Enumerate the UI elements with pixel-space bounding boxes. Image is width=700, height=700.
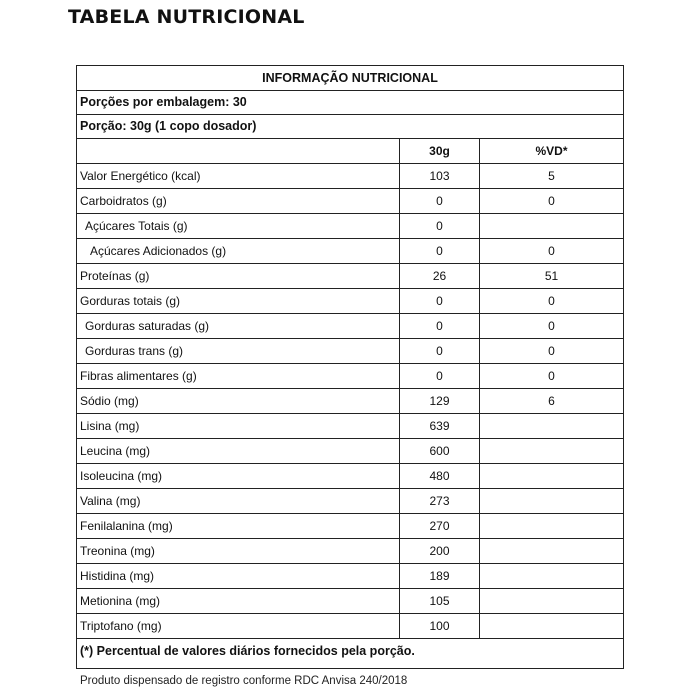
nutrient-daily-value <box>480 614 623 638</box>
nutrient-amount: 270 <box>400 514 480 538</box>
nutrient-name: Proteínas (g) <box>77 264 400 288</box>
nutrient-amount: 100 <box>400 614 480 638</box>
nutrient-amount: 273 <box>400 489 480 513</box>
table-row <box>77 339 623 364</box>
table-heading: INFORMAÇÃO NUTRICIONAL <box>77 66 623 91</box>
nutrient-name: Triptofano (mg) <box>77 614 400 638</box>
nutrient-amount: 0 <box>400 314 480 338</box>
serving-size: Porção: 30g (1 copo dosador) <box>77 115 623 139</box>
nutrient-daily-value <box>480 439 623 463</box>
nutrient-name: Açúcares Totais (g) <box>77 214 400 238</box>
nutrient-name: Açúcares Adicionados (g) <box>77 239 400 263</box>
nutrient-name: Sódio (mg) <box>77 389 400 413</box>
nutrient-name: Fenilalanina (mg) <box>77 514 400 538</box>
nutrient-daily-value: 0 <box>548 244 555 258</box>
table-row <box>77 614 623 639</box>
nutrient-name: Valor Energético (kcal) <box>77 164 400 188</box>
nutrient-name: Fibras alimentares (g) <box>77 364 400 388</box>
table-row <box>77 489 623 514</box>
nutrient-amount: 26 <box>400 264 480 288</box>
nutrient-name: Gorduras saturadas (g) <box>77 314 400 338</box>
nutrition-facts-table <box>76 65 624 669</box>
nutrient-amount: 480 <box>400 464 480 488</box>
nutrient-amount: 129 <box>400 389 480 413</box>
table-row <box>77 589 623 614</box>
nutrient-amount: 600 <box>400 439 480 463</box>
servings-per-package: Porções por embalagem: 30 <box>77 91 623 115</box>
nutrient-amount: 0 <box>400 289 480 313</box>
nutrient-name: Histidina (mg) <box>77 564 400 588</box>
nutrient-amount: 105 <box>400 589 480 613</box>
nutrient-rows <box>77 164 623 639</box>
nutrient-daily-value: 0 <box>548 294 555 308</box>
column-header-amount: 30g <box>400 139 480 163</box>
nutrient-daily-value <box>480 514 623 538</box>
table-row <box>77 414 623 439</box>
nutrient-name: Gorduras trans (g) <box>77 339 400 363</box>
page-title: TABELA NUTRICIONAL <box>68 6 305 28</box>
nutrient-name: Lisina (mg) <box>77 414 400 438</box>
nutrient-amount: 0 <box>400 189 480 213</box>
nutrient-daily-value <box>480 414 623 438</box>
nutrient-daily-value: 0 <box>548 369 555 383</box>
table-row <box>77 439 623 464</box>
nutrient-name: Isoleucina (mg) <box>77 464 400 488</box>
column-header-daily-value: %VD* <box>535 144 568 158</box>
column-header-row <box>77 139 623 164</box>
table-row <box>77 539 623 564</box>
nutrient-amount: 103 <box>400 164 480 188</box>
table-row <box>77 514 623 539</box>
column-header-name <box>77 139 400 163</box>
table-row <box>77 289 623 314</box>
nutrient-daily-value: 0 <box>548 344 555 358</box>
nutrient-amount: 0 <box>400 239 480 263</box>
nutrient-daily-value <box>480 564 623 588</box>
nutrient-amount: 0 <box>400 214 480 238</box>
nutrient-amount: 189 <box>400 564 480 588</box>
nutrient-name: Valina (mg) <box>77 489 400 513</box>
registration-note: Produto dispensado de registro conforme RDC Anvisa 240/2018 <box>80 675 408 687</box>
nutrient-daily-value <box>480 489 623 513</box>
table-row <box>77 389 623 414</box>
nutrient-daily-value: 51 <box>544 269 559 283</box>
nutrient-name: Treonina (mg) <box>77 539 400 563</box>
nutrient-daily-value <box>480 589 623 613</box>
nutrient-daily-value: 6 <box>548 394 555 408</box>
table-row <box>77 264 623 289</box>
nutrient-daily-value <box>480 539 623 563</box>
nutrient-daily-value <box>480 464 623 488</box>
table-row <box>77 239 623 264</box>
table-row <box>77 189 623 214</box>
table-row <box>77 164 623 189</box>
nutrient-daily-value: 5 <box>548 169 555 183</box>
nutrient-amount: 639 <box>400 414 480 438</box>
table-row <box>77 214 623 239</box>
nutrient-name: Metionina (mg) <box>77 589 400 613</box>
nutrient-amount: 0 <box>400 339 480 363</box>
nutrient-daily-value <box>480 214 623 238</box>
daily-value-footnote: (*) Percentual de valores diários fornecidos pela porção. <box>80 644 415 658</box>
table-row <box>77 564 623 589</box>
nutrient-daily-value: 0 <box>548 319 555 333</box>
table-row <box>77 314 623 339</box>
table-row <box>77 364 623 389</box>
nutrient-daily-value: 0 <box>548 194 555 208</box>
nutrient-name: Carboidratos (g) <box>77 189 400 213</box>
nutrient-amount: 0 <box>400 364 480 388</box>
nutrient-name: Leucina (mg) <box>77 439 400 463</box>
table-row <box>77 464 623 489</box>
nutrient-amount: 200 <box>400 539 480 563</box>
nutrient-name: Gorduras totais (g) <box>77 289 400 313</box>
